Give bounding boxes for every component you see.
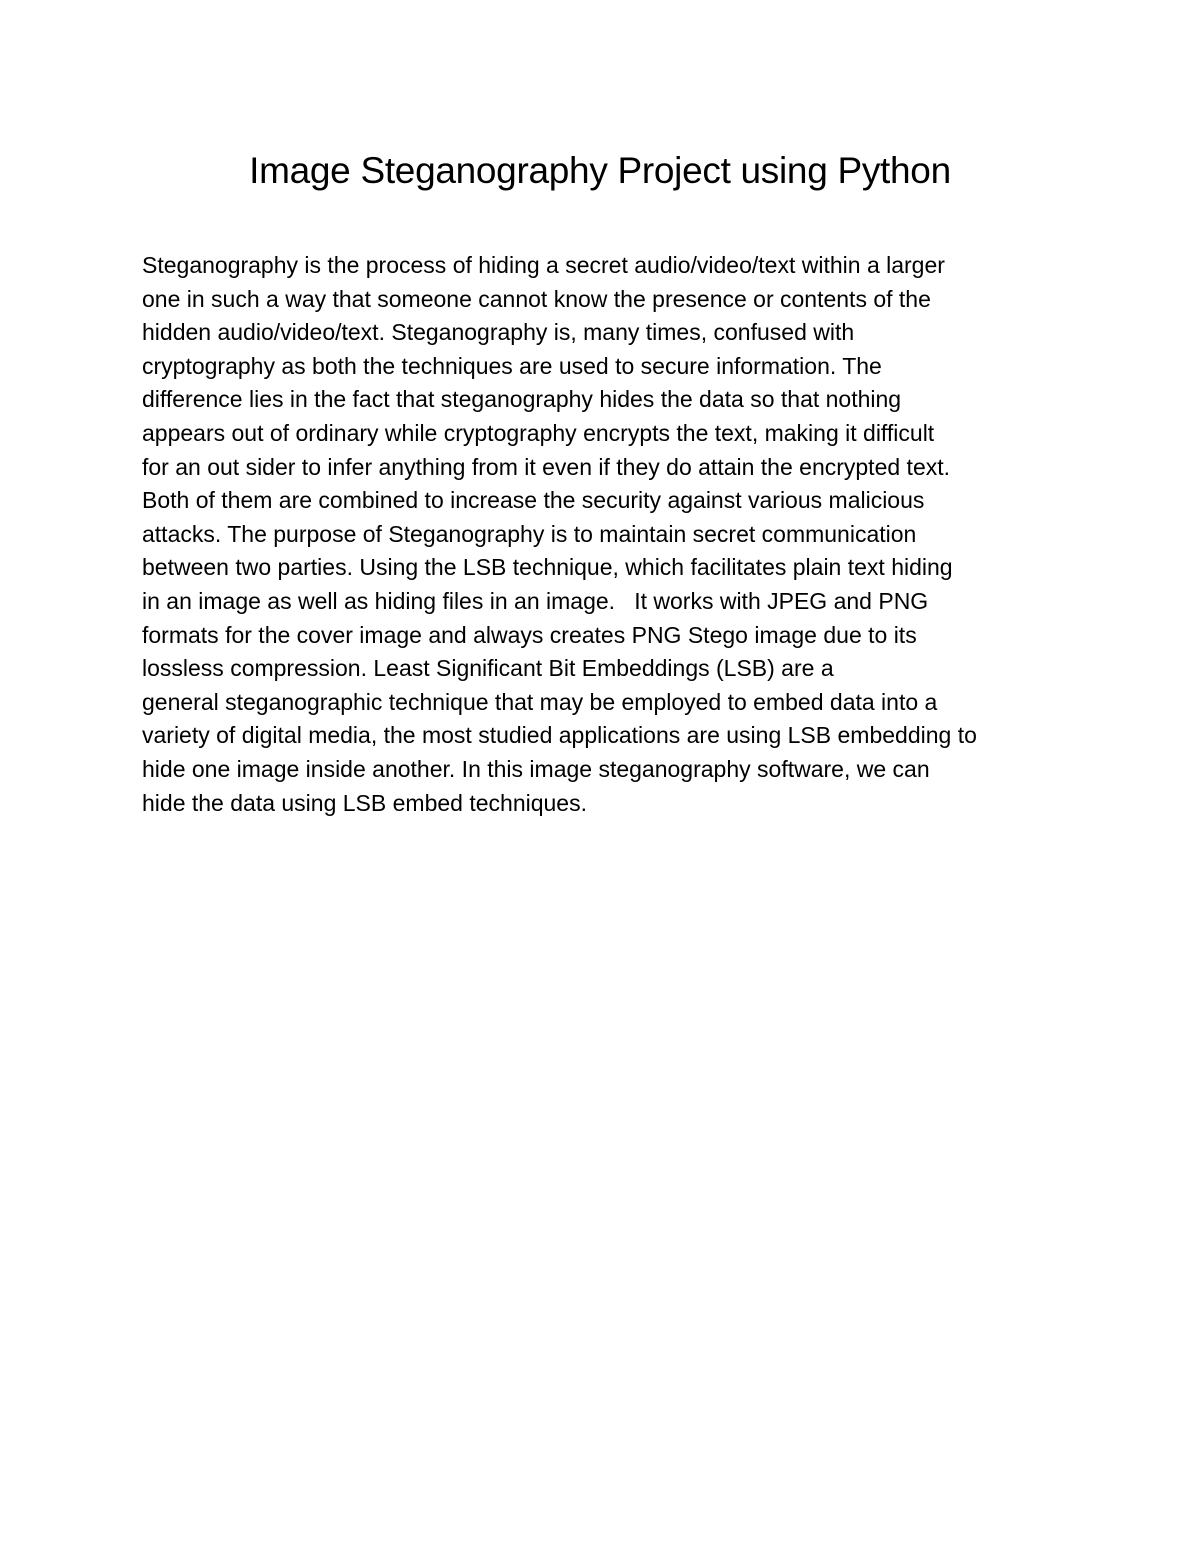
paragraph-line: appears out of ordinary while cryptography encrypts the text, making it difficult bbox=[142, 419, 935, 446]
paragraph-line: in an image as well as hiding files in an image. It works with JPEG and PNG bbox=[142, 587, 929, 614]
paragraph-line: one in such a way that someone cannot know the presence or contents of the bbox=[142, 285, 931, 312]
document-title: Image Steganography Project using Python bbox=[249, 150, 951, 191]
paragraph-line: for an out sider to infer anything from it even if they do attain the encrypted text. bbox=[142, 453, 951, 480]
paragraph-line: Steganography is the process of hiding a secret audio/video/text within a larger bbox=[142, 252, 945, 278]
paragraph-line: formats for the cover image and always creates PNG Stego image due to its bbox=[142, 621, 917, 648]
paragraph-line: hidden audio/video/text. Steganography is, many times, confused with bbox=[142, 319, 855, 346]
paragraph-line: hide the data using LSB embed techniques. bbox=[142, 789, 587, 816]
paragraph-line: variety of digital media, the most studied applications are using LSB embedding to bbox=[142, 722, 977, 749]
paragraph-line: general steganographic technique that may be employed to embed data into a bbox=[142, 688, 938, 715]
paragraph-line: attacks. The purpose of Steganography is to maintain secret communication bbox=[142, 520, 917, 547]
paragraph-line: difference lies in the fact that steganography hides the data so that nothing bbox=[142, 386, 902, 413]
paragraph-line: lossless compression. Least Significant Bit Embeddings (LSB) are a bbox=[142, 655, 834, 682]
paragraph-line: cryptography as both the techniques are used to secure information. The bbox=[142, 352, 882, 379]
body-paragraph bbox=[142, 249, 1072, 820]
paragraph-line: hide one image inside another. In this image steganography software, we can bbox=[142, 755, 930, 782]
paragraph-line: Both of them are combined to increase the security against various malicious bbox=[142, 487, 925, 514]
paragraph-line: between two parties. Using the LSB technique, which facilitates plain text hiding bbox=[142, 554, 953, 581]
